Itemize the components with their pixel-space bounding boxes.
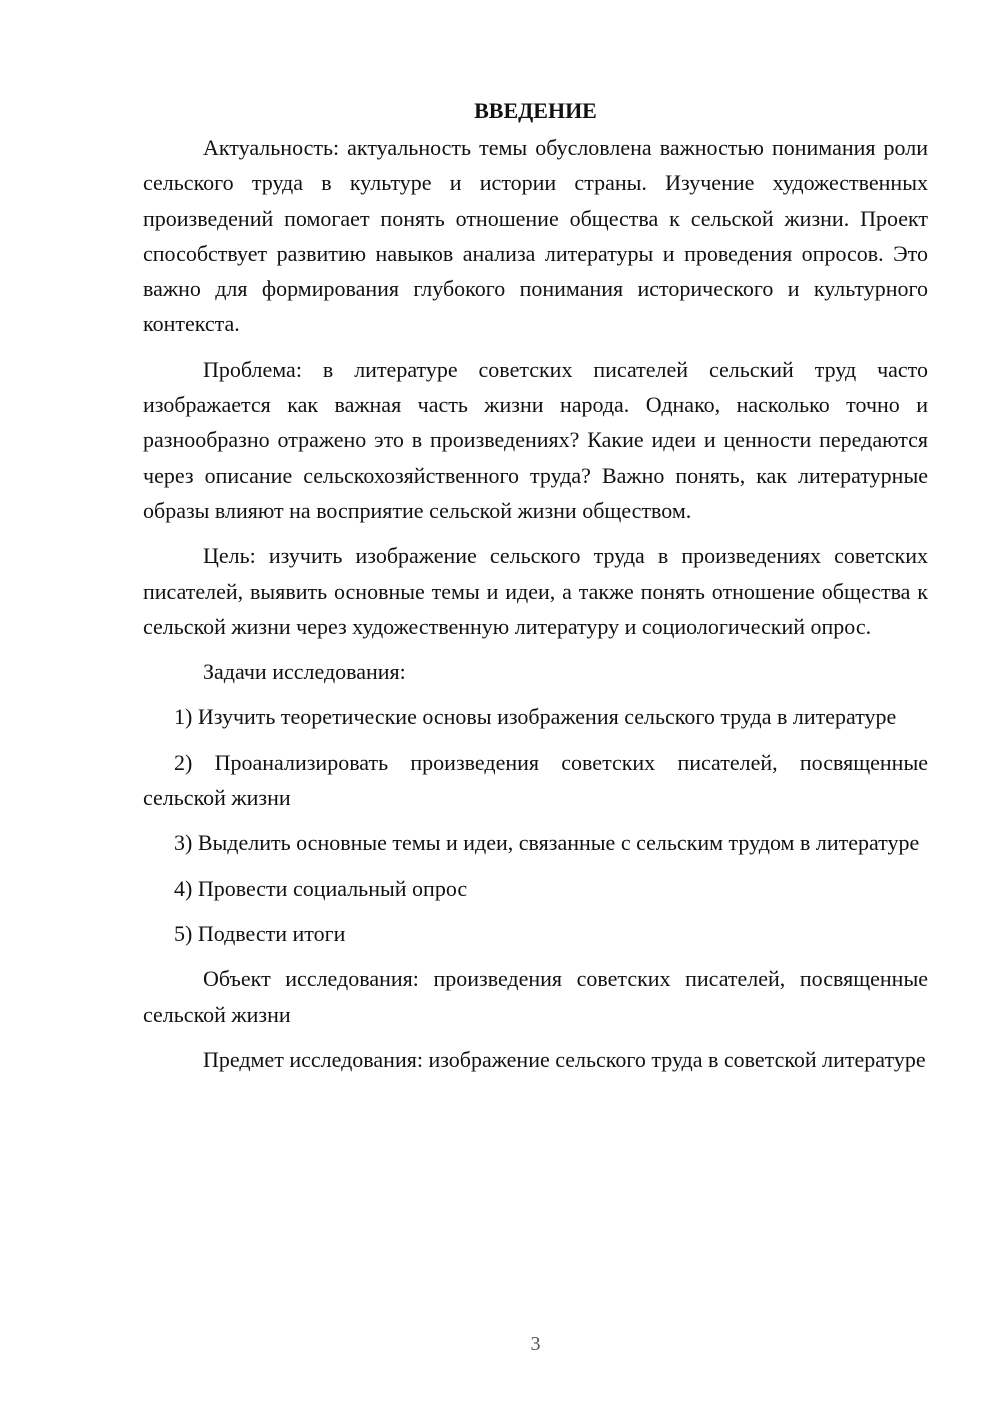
task-item: 4) Провести социальный опрос (174, 875, 468, 901)
section-heading: ВВЕДЕНИЕ (474, 98, 597, 123)
problem-paragraph: Проблема: в литературе советских писателей сельский труд часто изображается как важная часть жизни народа. Однако, насколько точно и разнообразно отражено это в произведениях? Какие идеи и ценности передаются через описание сельскохозяйственного труда? Важно понять, как литературные образы влияют на восприятие сельской жизни обществом. (143, 356, 928, 523)
relevance-paragraph: Актуальность: актуальность темы обусловлена важностью понимания роли сельского труда в культуре и истории страны. Изучение художественных произведений помогает понять отношение общества к сельской жизни. Проект способствует развитию навыков анализа литературы и проведения опросов. Это важно для формирования глубокого понимания исторического и культурного контекста. (143, 135, 928, 337)
goal-paragraph: Цель: изучить изображение сельского труда в произведениях советских писателей, выявить основные темы и идеи, а также понять отношение общества к сельской жизни через художественную литературу и социологический опрос. (143, 543, 928, 639)
object-paragraph: Объект исследования: произведения советских писателей, посвященные сельской жизни (143, 966, 928, 1027)
task-item: 2) Проанализировать произведения советских писателей, посвященные сельской жизни (143, 749, 928, 811)
tasks-heading: Задачи исследования: (203, 659, 406, 685)
task-item: 1) Изучить теоретические основы изображения сельского труда в литературе (174, 704, 897, 730)
task-item: 3) Выделить основные темы и идеи, связанные с сельским трудом в литературе (174, 830, 920, 856)
page-content (143, 94, 928, 1087)
page-number: 3 (530, 1333, 541, 1355)
task-item: 5) Подвести итоги (174, 920, 346, 946)
subject-paragraph: Предмет исследования: изображение сельского труда в советской литературе (203, 1046, 926, 1072)
